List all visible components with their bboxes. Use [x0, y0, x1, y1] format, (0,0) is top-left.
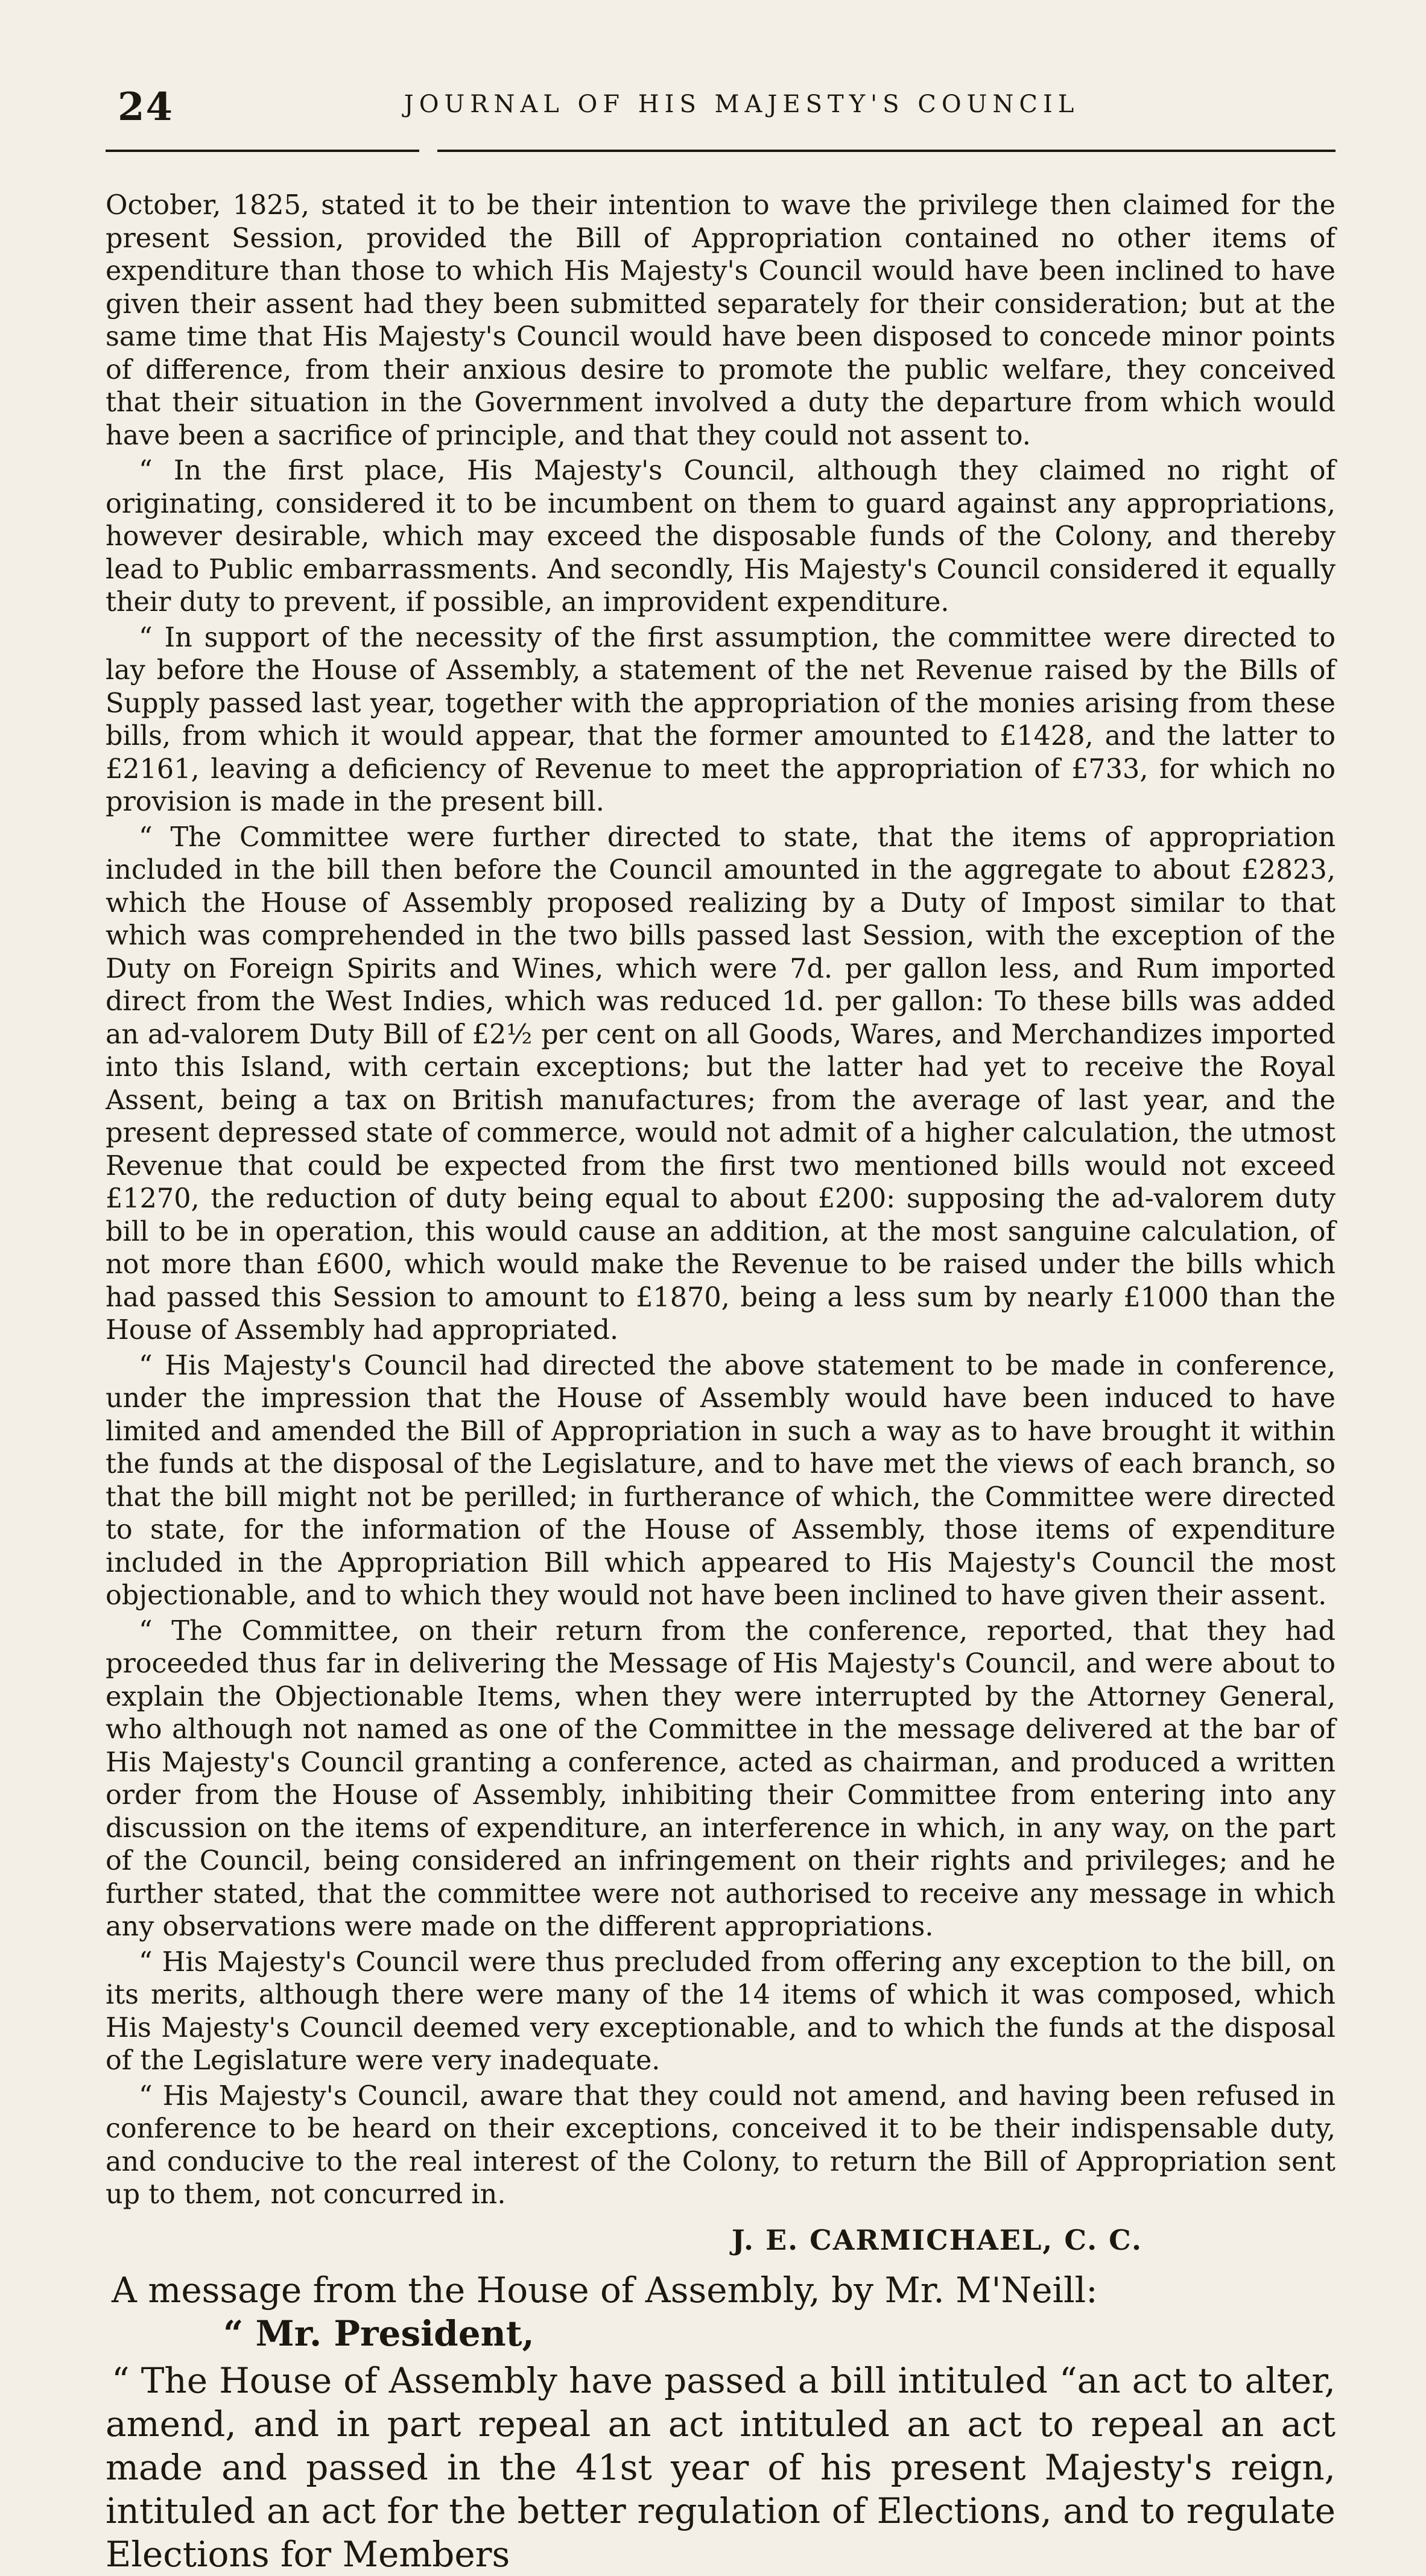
running-title: JOURNAL OF HIS MAJESTY'S COUNCIL — [404, 90, 1080, 118]
page-number: 24 — [118, 84, 174, 130]
paragraph-return-bill: “ His Majesty's Council, aware that they could not amend, and having been refused in conference to be heard on their exceptions, conceived it to be their indispensable duty, and conducive to the real interest of the Colony, to return the Bill of Appropriation sent up to them, not concurred in. — [106, 2080, 1336, 2210]
header-rule-left — [106, 150, 419, 152]
running-head — [106, 72, 1336, 139]
message-intro: A message from the House of Assembly, by Mr. M'Neill: — [112, 2269, 1098, 2311]
paragraph-precluded: “ His Majesty's Council were thus precluded from offering any exception to the bill, on its merits, although there were many of the 14 items of which it was composed, which His Majesty's Council deemed very exceptionable, and to which the funds at the disposal of the Legislature were very inadequate. — [106, 1946, 1336, 2076]
paragraph-appropriation-items: “ The Committee were further directed to state, that the items of appropriation included in the bill then before the Council amounted in the aggregate to about £2823, which the House of Assembly proposed realizing by a Duty of Impost similar to that which was comprehended in the two bills passed last Session, with the exception of the Duty on Foreign Spirits and Wines, which were 7d. per gallon less, and Rum imported direct from the West Indies, which was reduced 1d. per gallon: To these bills was added an ad-valorem Duty Bill of £2½ per cent on all Goods, Wares, and Merchandizes imported into this Island, with certain exceptions; but the latter had yet to receive the Royal Assent, being a tax on British manufactures; from the average of last year, and the present depressed state of commerce, would not admit of a higher calculation, the utmost Revenue that could be expected from the first two mentioned bills would not exceed £1270, the reduction of duty being equal to about £200: supposing the ad-valorem duty bill to be in operation, this would cause an addition, at the most sanguine calculation, of not more than £600, which would make the Revenue to be raised under the bills which had passed this Session to amount to £1870, being a less sum by nearly £1000 than the House of Assembly had appropriated. — [106, 821, 1336, 1346]
message-salutation: “ Mr. President, — [223, 2312, 534, 2354]
paragraph-conference-statement: “ His Majesty's Council had directed the above statement to be made in conference, under the impression that the House of Assembly would have been induced to have limited and amended the Bill of Appropriation in such a way as to have brought it within the funds at the disposal of the Legislature, and to have met the views of each branch, so that the bill might not be perilled; in furtherance of which, the Committee were directed to state, for the information of the House of Assembly, those items of expenditure included in the Appropriation Bill which appeared to His Majesty's Council the most objectionable, and to which they would not have been inclined to have given their assent. — [106, 1350, 1336, 1611]
paragraph-committee-report: “ The Committee, on their return from the conference, reported, that they had proceeded thus far in delivering the Message of His Majesty's Council, and were about to explain the Objectionable Items, when they were interrupted by the Attorney General, who although not named as one of the Committee in the message delivered at the bar of His Majesty's Council granting a conference, acted as chairman, and produced a written order from the House of Assembly, inhibiting their Committee from entering into any discussion on the items of expenditure, an interference in which, in any way, on the part of the Council, being considered an infringement on their rights and privileges; and he further stated, that the committee were not authorised to receive any message in which any observations were made on the different appropriations. — [106, 1615, 1336, 1942]
paragraph-continuation: October, 1825, stated it to be their intention to wave the privilege then claimed for the present Session, provided the Bill of Appropriation contained no other items of expenditure than those to which His Majesty's Council would have been inclined to have given their assent had they been submitted separately for their consideration; but at the same time that His Majesty's Council would have been disposed to concede minor points of difference, from their anxious desire to promote the public welfare, they conceived that their situation in the Government involved a duty the departure from which would have been a sacrifice of principle, and that they could not assent to. — [106, 190, 1336, 451]
signature: J. E. CARMICHAEL, C. C. — [731, 2223, 1142, 2256]
report-body — [106, 189, 1336, 2212]
header-rule-right — [437, 150, 1336, 152]
paragraph-first-place: “ In the first place, His Majesty's Council, although they claimed no right of originating, considered it to be incumbent on them to guard against any appropriations, however desirable, which may exceed the disposable funds of the Colony, and thereby lead to Public embarrassments. And secondly, His Majesty's Council considered it equally their duty to prevent, if possible, an improvident expenditure. — [106, 455, 1336, 618]
paragraph-revenue-statement: “ In support of the necessity of the first assumption, the committee were directed to lay before the House of Assembly, a statement of the net Revenue raised by the Bills of Supply passed last year, together with the appropriation of the monies arising from these bills, from which it would appear, that the former amounted to £1428, and the latter to £2161, leaving a deficiency of Revenue to meet the appropriation of £733, for which no provision is made in the present bill. — [106, 622, 1336, 817]
message-text: “ The House of Assembly have passed a bill intituled “an act to alter, amend, and in part repeal an act intituled an act to repeal an act made and passed in the 41st year of his present Majesty's reign, intituled an act for the better regulation of Elections, and to regulate Elections for Members — [106, 2359, 1336, 2575]
header-rule — [106, 139, 1336, 163]
assembly-message — [106, 2268, 1336, 2576]
